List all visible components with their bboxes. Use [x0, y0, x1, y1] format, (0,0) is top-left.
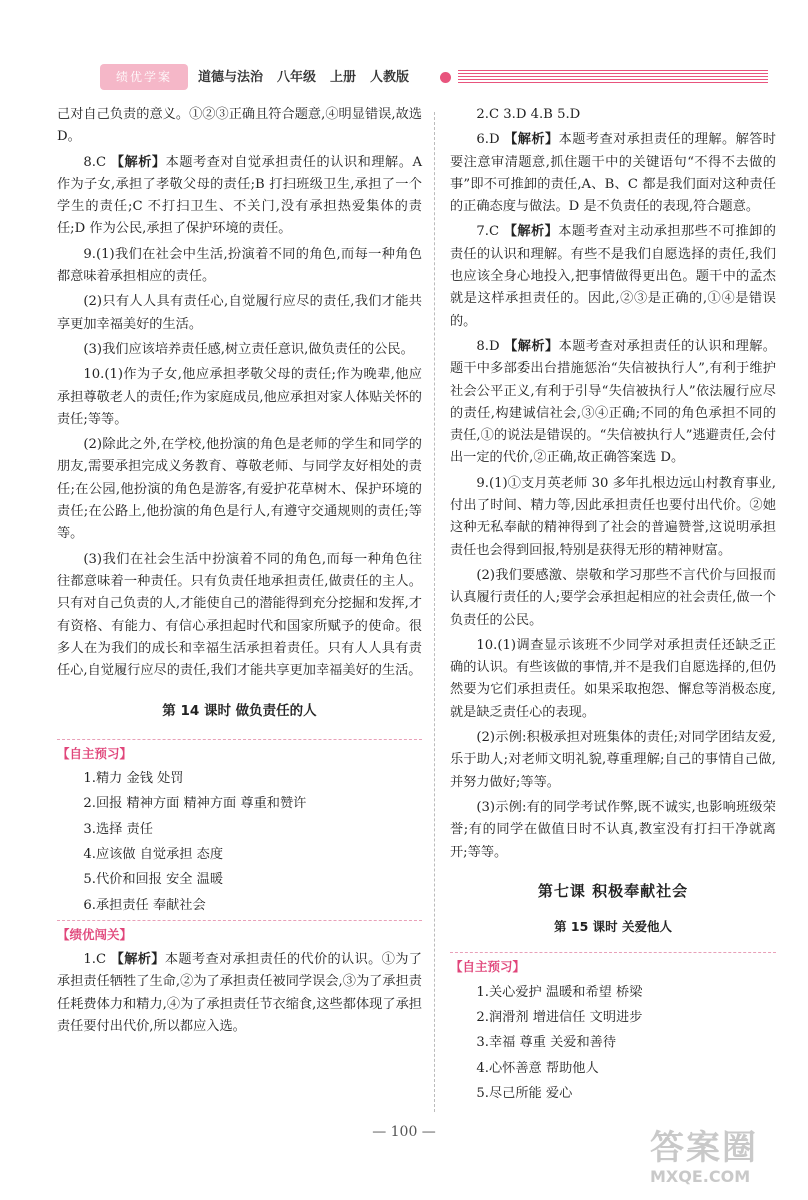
answer-6 [450, 129, 776, 218]
watermark-url: MXQE.COM [650, 1167, 751, 1186]
list-item: 1.关心爱护 温暖和希望 桥梁 [476, 984, 643, 1000]
chapter-7-title: 第七课 积极奉献社会 [537, 881, 689, 900]
column-divider [434, 112, 435, 1112]
answers-2-5: 2.C 3.D 4.B 5.D [476, 107, 581, 122]
answer-number: 1.C [83, 952, 107, 968]
watermark-logo: 答案圈 [650, 1128, 758, 1168]
lesson-14-title: 第 14 课时 做负责任的人 [162, 703, 317, 720]
answer-9-1: 9.(1)我们在社会中生活,扮演着不同的角色,而每一种角色都意味着承担相应的责任。 [57, 246, 422, 285]
edition-label: 人教版 [370, 70, 410, 85]
list-item: 5.尽己所能 爱心 [476, 1085, 573, 1101]
subject-label: 道德与法治 [198, 70, 264, 85]
preview-section-tag: 【自主预习】 [450, 952, 776, 979]
answer-1 [57, 949, 422, 1038]
answer-paragraph: 己对自己负责的意义。①②③正确且符合题意,④明显错误,故选 D。 [57, 107, 422, 145]
left-column [57, 104, 422, 1041]
list-item: 5.代价和回报 安全 温暖 [83, 872, 224, 888]
answer-9-3: (3)我们应该培养责任感,树立责任意识,做负责任的公民。 [83, 341, 414, 357]
list-item: 2.回报 精神方面 精神方面 尊重和赞许 [83, 796, 307, 812]
analysis-tag: 【解析】 [110, 952, 165, 968]
answer-7 [450, 221, 776, 332]
list-item: 1.精力 金钱 处罚 [83, 771, 184, 787]
right-column [450, 104, 776, 1108]
header-dot-icon [440, 72, 451, 83]
analysis-tag: 【解析】 [504, 338, 559, 354]
answer-10-3: (3)示例:有的同学考试作弊,既不诚实,也影响班级荣誉;有的同学在做值日时不认真,教室没有打扫干净就离开;等等。 [450, 799, 776, 860]
page-number: — 100 — [372, 1124, 436, 1140]
page-header [0, 58, 808, 98]
answer-10-1: 10.(1)作为子女,他应承担孝敬父母的责任;作为晚辈,他应承担尊敬老人的责任;作为家庭成员,他应承担对家人体贴关怀的责任;等等。 [57, 367, 422, 427]
list-item: 2.润滑剂 增进信任 文明进步 [476, 1009, 643, 1025]
header-stripe [458, 70, 768, 85]
answer-10-3: (3)我们在社会生活中扮演着不同的角色,而每一种角色往往都意味着一种责任。只有负责任地承担责任,做责任的主人。只有对自己负责的人,才能使自己的潜能得到充分挖掘和发挥,才有资格、有能力、有信心承担起时代和国家所赋予的使命。很多人在为我们的成长和幸福生活承担着责任。只有人人具有责任心,自觉履行应尽的责任,我们才能共享更加幸福美好的生活。 [57, 551, 422, 679]
answer-10-2: (2)除此之外,在学校,他扮演的角色是老师的学生和同学的朋友,需要承担完成义务教育、尊敬老师、与同学友好相处的责任;在公园,他扮演的角色是游客,有爱护花草树木、保护环境的责任;在公路上,他扮演的角色是行人,有遵守交通规则的责任;等等。 [57, 437, 422, 542]
answer-8 [450, 336, 776, 470]
answer-10-2: (2)示例:积极承担对班集体的责任;对同学团结友爱,乐于助人;对老师文明礼貌,尊重理解;自己的事情自己做,并努力做好;等等。 [450, 730, 776, 790]
analysis-tag: 【解析】 [110, 154, 166, 170]
practice-section-tag: 【绩优闯关】 [57, 920, 422, 947]
answer-10-1: 10.(1)调查显示该班不少同学对承担责任还缺乏正确的认识。有些该做的事情,并不是我们自愿选择的,但仍然要为它们承担责任。如果采取抱怨、懈怠等消极态度,就是缺乏责任心的表现。 [450, 637, 776, 720]
analysis-text: 本题考查对承担责任的代价的认识。①为了承担责任牺牲了生命,②为了承担责任被同学误会,③为了承担责任耗费体力和精力,④为了承担责任节衣缩食,这些都体现了承担责任要付出代价,所以都应入选。 [57, 952, 422, 1034]
answer-number: 8.C [83, 154, 107, 170]
analysis-tag: 【解析】 [504, 132, 559, 148]
list-item: 4.应该做 自觉承担 态度 [83, 846, 224, 862]
book-title [198, 66, 423, 85]
brand-badge: 绩优学案 [100, 64, 188, 90]
list-item: 3.幸福 尊重 关爱和善待 [476, 1035, 617, 1051]
volume-label: 上册 [330, 70, 357, 85]
analysis-tag: 【解析】 [503, 224, 559, 240]
list-item: 6.承担责任 奉献社会 [83, 897, 206, 913]
grade-label: 八年级 [277, 70, 317, 85]
watermark [650, 1128, 800, 1190]
answer-9-2: (2)只有人人具有责任心,自觉履行应尽的责任,我们才能共享更加幸福美好的生活。 [57, 294, 422, 332]
answer-number: 6.D [476, 132, 500, 148]
lesson-15-title: 第 15 课时 关爱他人 [554, 919, 672, 935]
answer-9-2: (2)我们要感激、崇敬和学习那些不言代价与回报而认真履行责任的人;要学会承担起相应的社会责任,做一个负责任的公民。 [450, 567, 776, 628]
analysis-text: 本题考查对主动承担那些不可推卸的责任的认识和理解。有些不是我们自愿选择的责任,我们也应该全身心地投入,把事情做得更出色。题干中的孟杰就是这样承担责任的。因此,②③是正确的,①④是错误的。 [450, 224, 776, 329]
answer-9-1: 9.(1)①支月英老师 30 多年扎根边远山村教育事业,付出了时间、精力等,因此承担责任也要付出代价。②她这种无私奉献的精神得到了社会的普遍赞誉,这说明承担责任也会得到回报,特别是获得无形的精神财富。 [450, 475, 776, 558]
answer-8 [57, 152, 422, 241]
analysis-text: 本题考查对承担责任的理解。解答时要注意审清题意,抓住题干中的关键语句“不得不去做的事”即不可推卸的责任,A、B、C 都是我们面对这种责任的正确态度与做法。D 是不负责任的表现,符合题意。 [450, 132, 776, 215]
preview-section-tag: 【自主预习】 [57, 739, 422, 766]
answer-number: 8.D [476, 338, 500, 354]
list-item: 4.心怀善意 帮助他人 [476, 1060, 599, 1076]
analysis-text: 本题考查对承担责任的认识和理解。题干中多部委出台措施惩治“失信被执行人”,有利于维护社会公平正义,有利于引导“失信被执行人”依法履行应尽的责任,构建诚信社会,③④正确;不同的角色承担不同的责任,①的说法是错误的。“失信被执行人”逃避责任,会付出一定的代价,②正确,故正确答案选 D。 [450, 338, 776, 466]
list-item: 3.选择 责任 [83, 821, 153, 837]
analysis-text: 本题考查对自觉承担责任的认识和理解。A 作为子女,承担了孝敬父母的责任;B 打扫班级卫生,承担了一个学生的责任;C 不打扫卫生、不关门,没有承担热爱集体的责任;D 作为公民,承担了保护环境的责任。 [57, 154, 422, 237]
answer-number: 7.C [476, 224, 500, 240]
